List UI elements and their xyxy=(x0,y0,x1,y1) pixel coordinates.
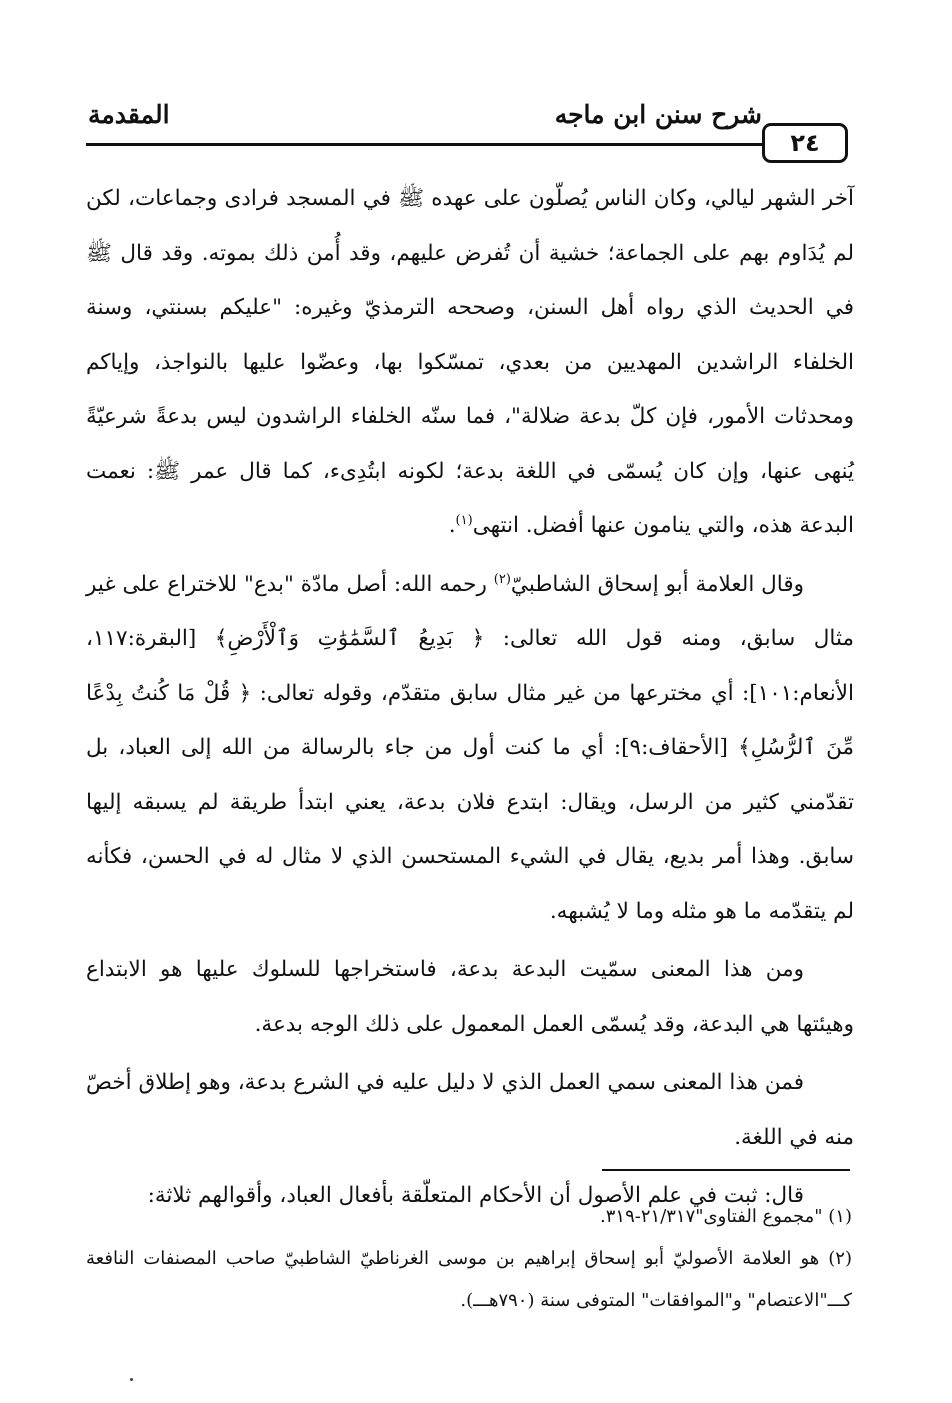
footnotes xyxy=(86,1196,852,1322)
paragraph-2-text-a: وقال العلامة أبو إسحاق الشاطبيّ xyxy=(510,571,805,597)
page-number: ٢٤ xyxy=(762,123,848,163)
paragraph-1-end: . xyxy=(448,513,456,538)
page-header xyxy=(86,96,854,136)
paragraph-2 xyxy=(86,558,854,940)
book-title: شرح سنن ابن ماجه xyxy=(554,100,762,129)
paragraph-1 xyxy=(86,172,854,554)
paragraph-3: ومن هذا المعنى سمّيت البدعة بدعة، فاستخراجها للسلوك عليها هو الابتداع وهيئتها هي البدعة، وقد يُسمّى العمل المعمول على ذلك الوجه بدعة. xyxy=(86,957,854,1037)
paragraph-2-text-b: رحمه الله: أصل مادّة "بدع" للاختراع على غير مثال سابق، ومنه قول الله تعالى: ﴿ بَدِيعُ ٱلسَّمَٰوَٰتِ وَٱلْأَرْضِ﴾ [البقرة:١١٧، الأنعام:١٠١]: أي مخترعها من غير مثال سابق متقدّم، وقوله تعالى: ﴿ قُلْ مَا كُنتُ بِدْعًا مِّنَ ٱلرُّسُلِ﴾ [الأحقاف:٩]: أي ما كنت أول من جاء بالرسالة من الله إلى العباد، بل تقدّمني كثير من الرسل، ويقال: ابتدع فلان بدعة، يعني ابتدأ طريقة لم يسبقه إليها سابق. وهذا أمر بديع، يقال في الشيء المستحسن الذي لا مثال له في الحسن، فكأنه لم يتقدّمه ما هو مثله وما لا يُشبهه. xyxy=(86,571,855,924)
footnote-ref-1: (١) xyxy=(455,512,473,528)
paragraph-5: قال: ثبت في علم الأصول أن الأحكام المتعلّقة بأفعال العباد، وأقوالهم ثلاثة: xyxy=(147,1183,804,1208)
section-title: المقدمة xyxy=(88,100,170,129)
footnote-rule xyxy=(602,1169,850,1171)
footnote-1: (١) "مجموع الفتاوى"٢١/٣١٧-٣١٩. xyxy=(600,1206,852,1227)
main-text xyxy=(86,172,854,1224)
header-rule xyxy=(86,143,764,146)
paragraph-4: فمن هذا المعنى سمي العمل الذي لا دليل عليه في الشرع بدعة، وهو إطلاق أخصّ منه في اللغة. xyxy=(86,1070,854,1150)
footnote-ref-2: (٢) xyxy=(493,571,511,587)
paragraph-1-text: آخر الشهر ليالي، وكان الناس يُصلّون على عهده ﷺ في المسجد فرادى وجماعات، لكن لم يُدَاوم بهم على الجماعة؛ خشية أن تُفرض عليهم، وقد أُمن ذلك بموته. وقد قال ﷺ في الحديث الذي رواه أهل السنن، وصححه الترمذيّ وغيره: "عليكم بسنتي، وسنة الخلفاء الراشدين المهديين من بعدي، تمسّكوا بها، وعضّوا عليها بالنواجذ، وإياكم ومحدثات الأمور، فإن كلّ بدعة ضلالة"، فما سنّه الخلفاء الراشدون ليس بدعةً شرعيّةً يُنهى عنها، وإن كان يُسمّى في اللغة بدعة؛ لكونه ابتُدِىء، كما قال عمر ﷺ: نعمت البدعة هذه، والتي ينامون عنها أفضل. انتهى xyxy=(86,186,854,538)
footnote-2: (٢) هو العلامة الأصوليّ أبو إسحاق إبراهيم بن موسى الغرناطيّ الشاطبيّ صاحب المصنفات النافعة كـــ"الاعتصام" و"الموافقات" المتوفى سنة (٧٩٠هـــ). xyxy=(86,1248,852,1311)
scan-speck xyxy=(130,1378,133,1381)
